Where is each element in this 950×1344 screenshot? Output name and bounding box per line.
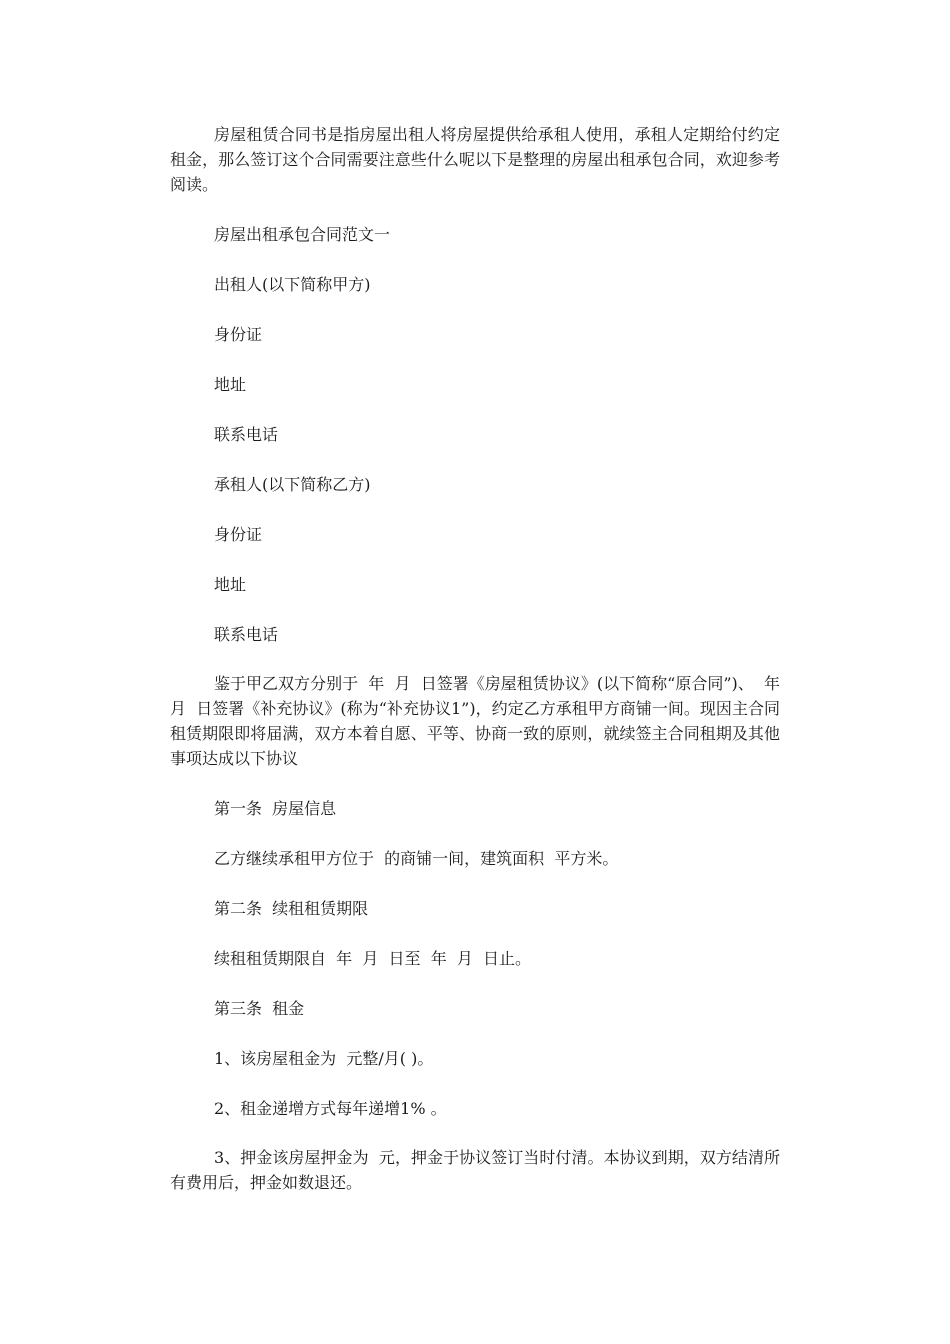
- lessee-phone-label: 联系电话: [214, 625, 279, 644]
- lessee-id-label: 身份证: [214, 525, 263, 544]
- document-body: [170, 122, 791, 1195]
- lessee-address-label: 地址: [214, 575, 247, 594]
- lessee-label: 承租人(以下简称乙方): [214, 475, 371, 494]
- rent-clause-1: 1、该房屋租金为 元整/月( )。: [214, 1049, 434, 1068]
- lessor-address-label: 地址: [214, 375, 247, 394]
- article-2-text: 续租租赁期限自 年 月 日至 年 月 日止。: [214, 949, 532, 968]
- article-1-heading: 第一条 房屋信息: [214, 799, 337, 818]
- lessor-id-label: 身份证: [214, 325, 263, 344]
- article-3-heading: 第三条 租金: [214, 999, 305, 1018]
- rent-clause-3: 3、押金该房屋押金为 元，押金于协议签订当时付清。本协议到期，双方结清所有费用后，押金如数退还。: [170, 1148, 780, 1192]
- intro-paragraph: 房屋租赁合同书是指房屋出租人将房屋提供给承租人使用，承租人定期给付约定租金，那么签订这个合同需要注意些什么呢以下是整理的房屋出租承包合同，欢迎参考阅读。: [170, 125, 780, 194]
- rent-clause-2: 2、租金递增方式每年递增1% 。: [214, 1099, 447, 1118]
- preamble-paragraph: 鉴于甲乙双方分别于 年 月 日签署《房屋租赁协议》(以下简称“原合同”)、 年 月 日签署《补充协议》(称为“补充协议1”)，约定乙方承租甲方商铺一间。现因主合同租赁期限即将届满，双方本着自愿、平等、协商一致的原则，就续签主合同租期及其他事项达成以下协议: [170, 674, 791, 768]
- article-2-heading: 第二条 续租租赁期限: [214, 899, 369, 918]
- sample-heading: 房屋出租承包合同范文一: [214, 225, 391, 244]
- lessor-phone-label: 联系电话: [214, 425, 279, 444]
- lessor-label: 出租人(以下简称甲方): [214, 275, 371, 294]
- article-1-text: 乙方继续承租甲方位于 的商铺一间，建筑面积 平方米。: [214, 849, 619, 868]
